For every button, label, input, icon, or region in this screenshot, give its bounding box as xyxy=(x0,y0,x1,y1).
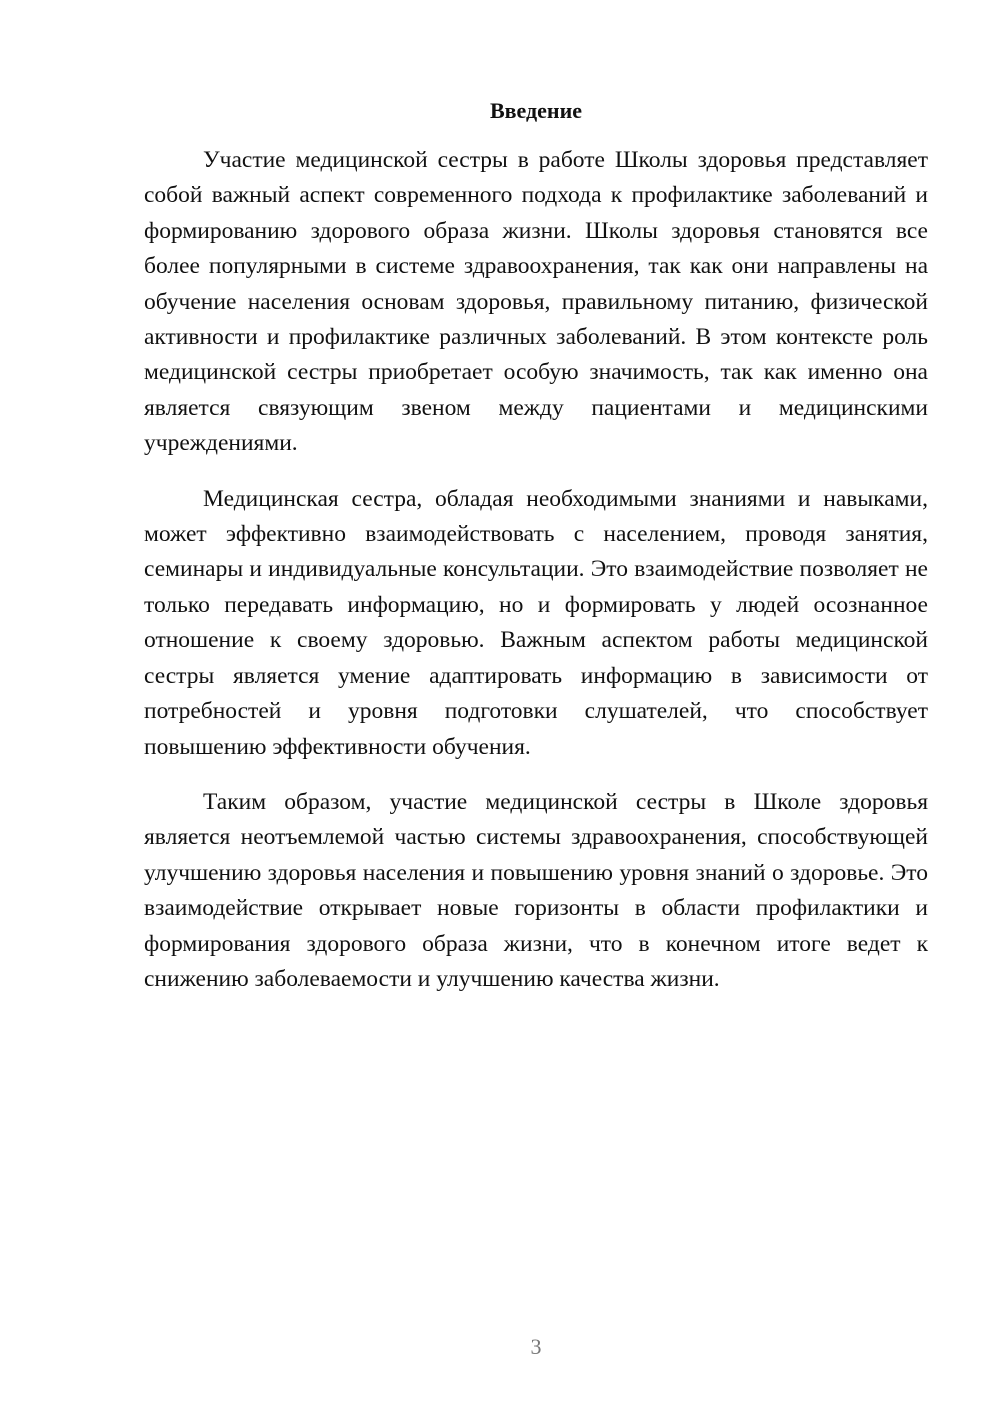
page-number: 3 xyxy=(530,1334,542,1359)
paragraph-2: Медицинская сестра, обладая необходимыми знаниями и навыками, может эффективно взаимодействовать с населением, проводя занятия, семинары и индивидуальные консультации. Это взаимодействие позволяет не только передавать информацию, но и формировать у людей осознанное отношение к своему здоровью. Важным аспектом работы медицинской сестры является умение адаптировать информацию в зависимости от потребностей и уровня подготовки слушателей, что способствует повышению эффективности обучения. xyxy=(144,485,928,760)
section-heading: Введение xyxy=(489,98,583,123)
body-text xyxy=(144,143,928,997)
paragraph-1: Участие медицинской сестры в работе Школы здоровья представляет собой важный аспект современного подхода к профилактике заболеваний и формированию здорового образа жизни. Школы здоровья становятся все более популярными в системе здравоохранения, так как они направлены на обучение населения основам здоровья, правильному питанию, физической активности и профилактике различных заболеваний. В этом контексте роль медицинской сестры приобретает особую значимость, так как именно она является связующим звеном между пациентами и медицинскими учреждениями. xyxy=(144,147,928,457)
paragraph-3: Таким образом, участие медицинской сестры в Школе здоровья является неотъемлемой частью системы здравоохранения, способствующей улучшению здоровья населения и повышению уровня знаний о здоровье. Это взаимодействие открывает новые горизонты в области профилактики и формирования здорового образа жизни, что в конечном итоге ведет к снижению заболеваемости и улучшению качества жизни. xyxy=(144,788,928,992)
